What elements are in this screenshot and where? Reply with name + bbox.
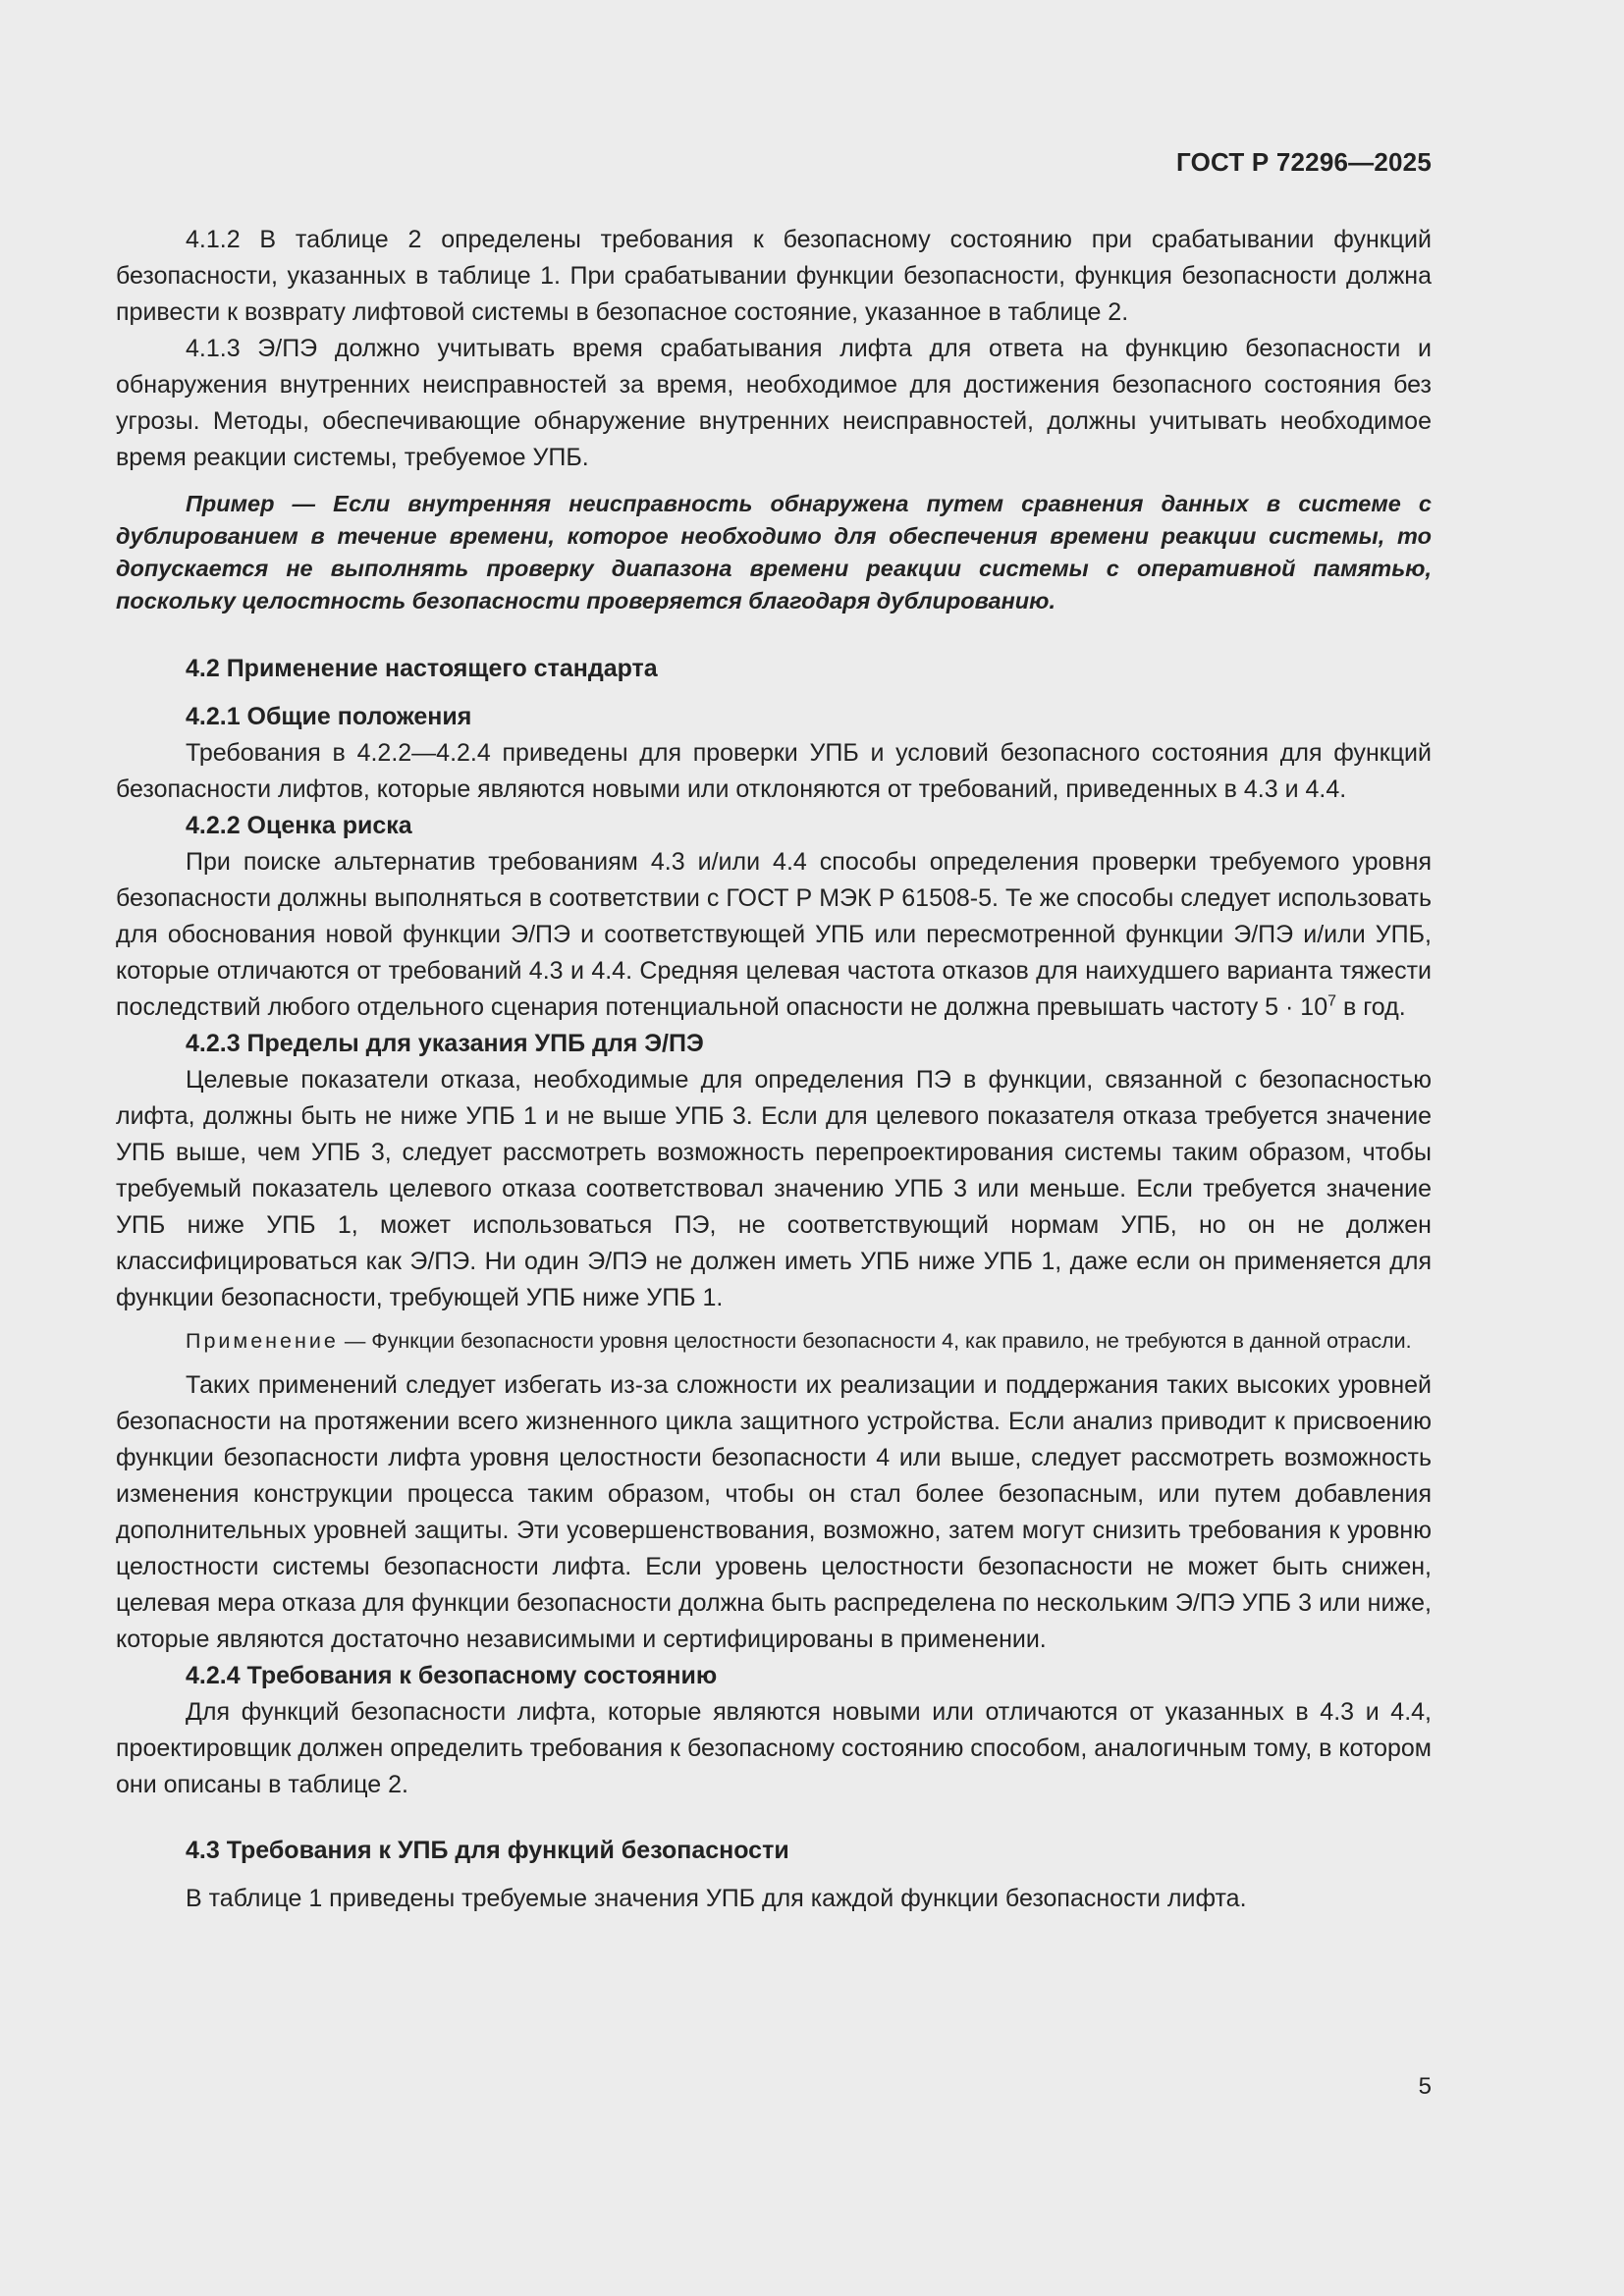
paragraph-4-1-2: 4.1.2 В таблице 2 определены требования к безопасному состоянию при срабатывании функций безопасности, указанных в таблице 1. При срабатывании функции безопасности, функция безопасности должна привести к возврату лифтовой системы в безопасное состояние, указанное в таблице 2. bbox=[116, 226, 1432, 326]
note-text: — Функции безопасности уровня целостности безопасности 4, как правило, не требуются в данной отрасли. bbox=[338, 1329, 1412, 1353]
note-block bbox=[116, 1324, 1432, 1358]
paragraph-4-2-2-text: При поиске альтернатив требованиям 4.3 и/или 4.4 способы определения проверки требуемого уровня безопасности должны выполняться в соответствии с ГОСТ Р МЭК Р 61508-5. Те же способы следует использовать для обоснования новой функции Э/ПЭ и соответствующей УПБ или пересмотренной функции Э/ПЭ и/или УПБ, которые отличаются от требований 4.3 и 4.4. Средняя целевая частота отказов для наихудшего варианта тяжести последствий любого отдельного сценария потенциальной опасности не должна превышать частоту 5 · 10 bbox=[116, 848, 1432, 1021]
paragraph-4-3: В таблице 1 приведены требуемые значения УПБ для каждой функции безопасности лифта. bbox=[186, 1885, 1247, 1912]
paragraph-4-2-2-tail: в год. bbox=[1336, 993, 1406, 1021]
paragraph-4-2-1: Требования в 4.2.2—4.2.4 приведены для проверки УПБ и условий безопасного состояния для функций безопасности лифтов, которые являются новыми или отклоняются от требований, приведенных в 4.3 и 4.4. bbox=[116, 739, 1432, 803]
example-block: Пример — Если внутренняя неисправность обнаружена путем сравнения данных в системе с дублированием в течение времени, которое необходимо для обеспечения времени реакции системы, то допускается не выполнять проверку диапазона времени реакции системы с оперативной памятью, поскольку целостность безопасности проверяется благодаря дублированию. bbox=[116, 491, 1432, 614]
paragraph-4-2-3: Целевые показатели отказа, необходимые для определения ПЭ в функции, связанной с безопасностью лифта, должны быть не ниже УПБ 1 и не выше УПБ 3. Если для целевого показателя отказа требуется значение УПБ выше, чем УПБ 3, следует рассмотреть возможность перепроектирования системы таким образом, чтобы требуемый показатель целевого отказа соответствовал значению УПБ 3 или меньше. Если требуется значение УПБ ниже УПБ 1, может использоваться ПЭ, не соответствующий нормам УПБ, но он не должен классифицироваться как Э/ПЭ. Ни один Э/ПЭ не должен иметь УПБ ниже УПБ 1, даже если он применяется для функции безопасности, требующей УПБ ниже УПБ 1. bbox=[116, 1066, 1432, 1311]
exponent: 7 bbox=[1327, 992, 1337, 1010]
document-body bbox=[116, 222, 1432, 1917]
paragraph-4-2-4: Для функций безопасности лифта, которые являются новыми или отличаются от указанных в 4.3 и 4.4, проектировщик должен определить требования к безопасному состоянию способом, аналогичным тому, в котором они описаны в таблице 2. bbox=[116, 1698, 1432, 1798]
section-heading-4-2: 4.2 Применение настоящего стандарта bbox=[186, 655, 658, 682]
paragraph-4-1-3: 4.1.3 Э/ПЭ должно учитывать время срабатывания лифта для ответа на функцию безопасности и обнаружения внутренних неисправностей за время, необходимое для достижения безопасного состояния без угрозы. Методы, обеспечивающие обнаружение внутренних неисправностей, должны учитывать необходимое время реакции системы, требуемое УПБ. bbox=[116, 335, 1432, 471]
section-heading-4-3: 4.3 Требования к УПБ для функций безопасности bbox=[186, 1837, 789, 1864]
note-label: Применение bbox=[186, 1329, 339, 1353]
section-heading-4-2-3: 4.2.3 Пределы для указания УПБ для Э/ПЭ bbox=[186, 1030, 704, 1057]
page-number: 5 bbox=[1418, 2073, 1432, 2100]
section-heading-4-2-2: 4.2.2 Оценка риска bbox=[186, 812, 412, 839]
section-heading-4-2-1: 4.2.1 Общие положения bbox=[186, 703, 472, 730]
document-code-header: ГОСТ Р 72296—2025 bbox=[1176, 147, 1432, 177]
section-heading-4-2-4: 4.2.4 Требования к безопасному состоянию bbox=[186, 1662, 718, 1689]
paragraph-4-2-2 bbox=[116, 844, 1432, 1026]
paragraph-avoid: Таких применений следует избегать из-за сложности их реализации и поддержания таких высоких уровней безопасности на протяжении всего жизненного цикла защитного устройства. Если анализ приводит к присвоению функции безопасности лифта уровня целостности безопасности 4 или выше, следует рассмотреть возможность изменения конструкции процесса таким образом, чтобы он стал более безопасным, или путем добавления дополнительных уровней защиты. Эти усовершенствования, возможно, затем могут снизить требования к уровню целостности системы безопасности лифта. Если уровень целостности безопасности не может быть снижен, целевая мера отказа для функции безопасности должна быть распределена по нескольким Э/ПЭ УПБ 3 или ниже, которые являются достаточно независимыми и сертифицированы в применении. bbox=[116, 1371, 1432, 1653]
